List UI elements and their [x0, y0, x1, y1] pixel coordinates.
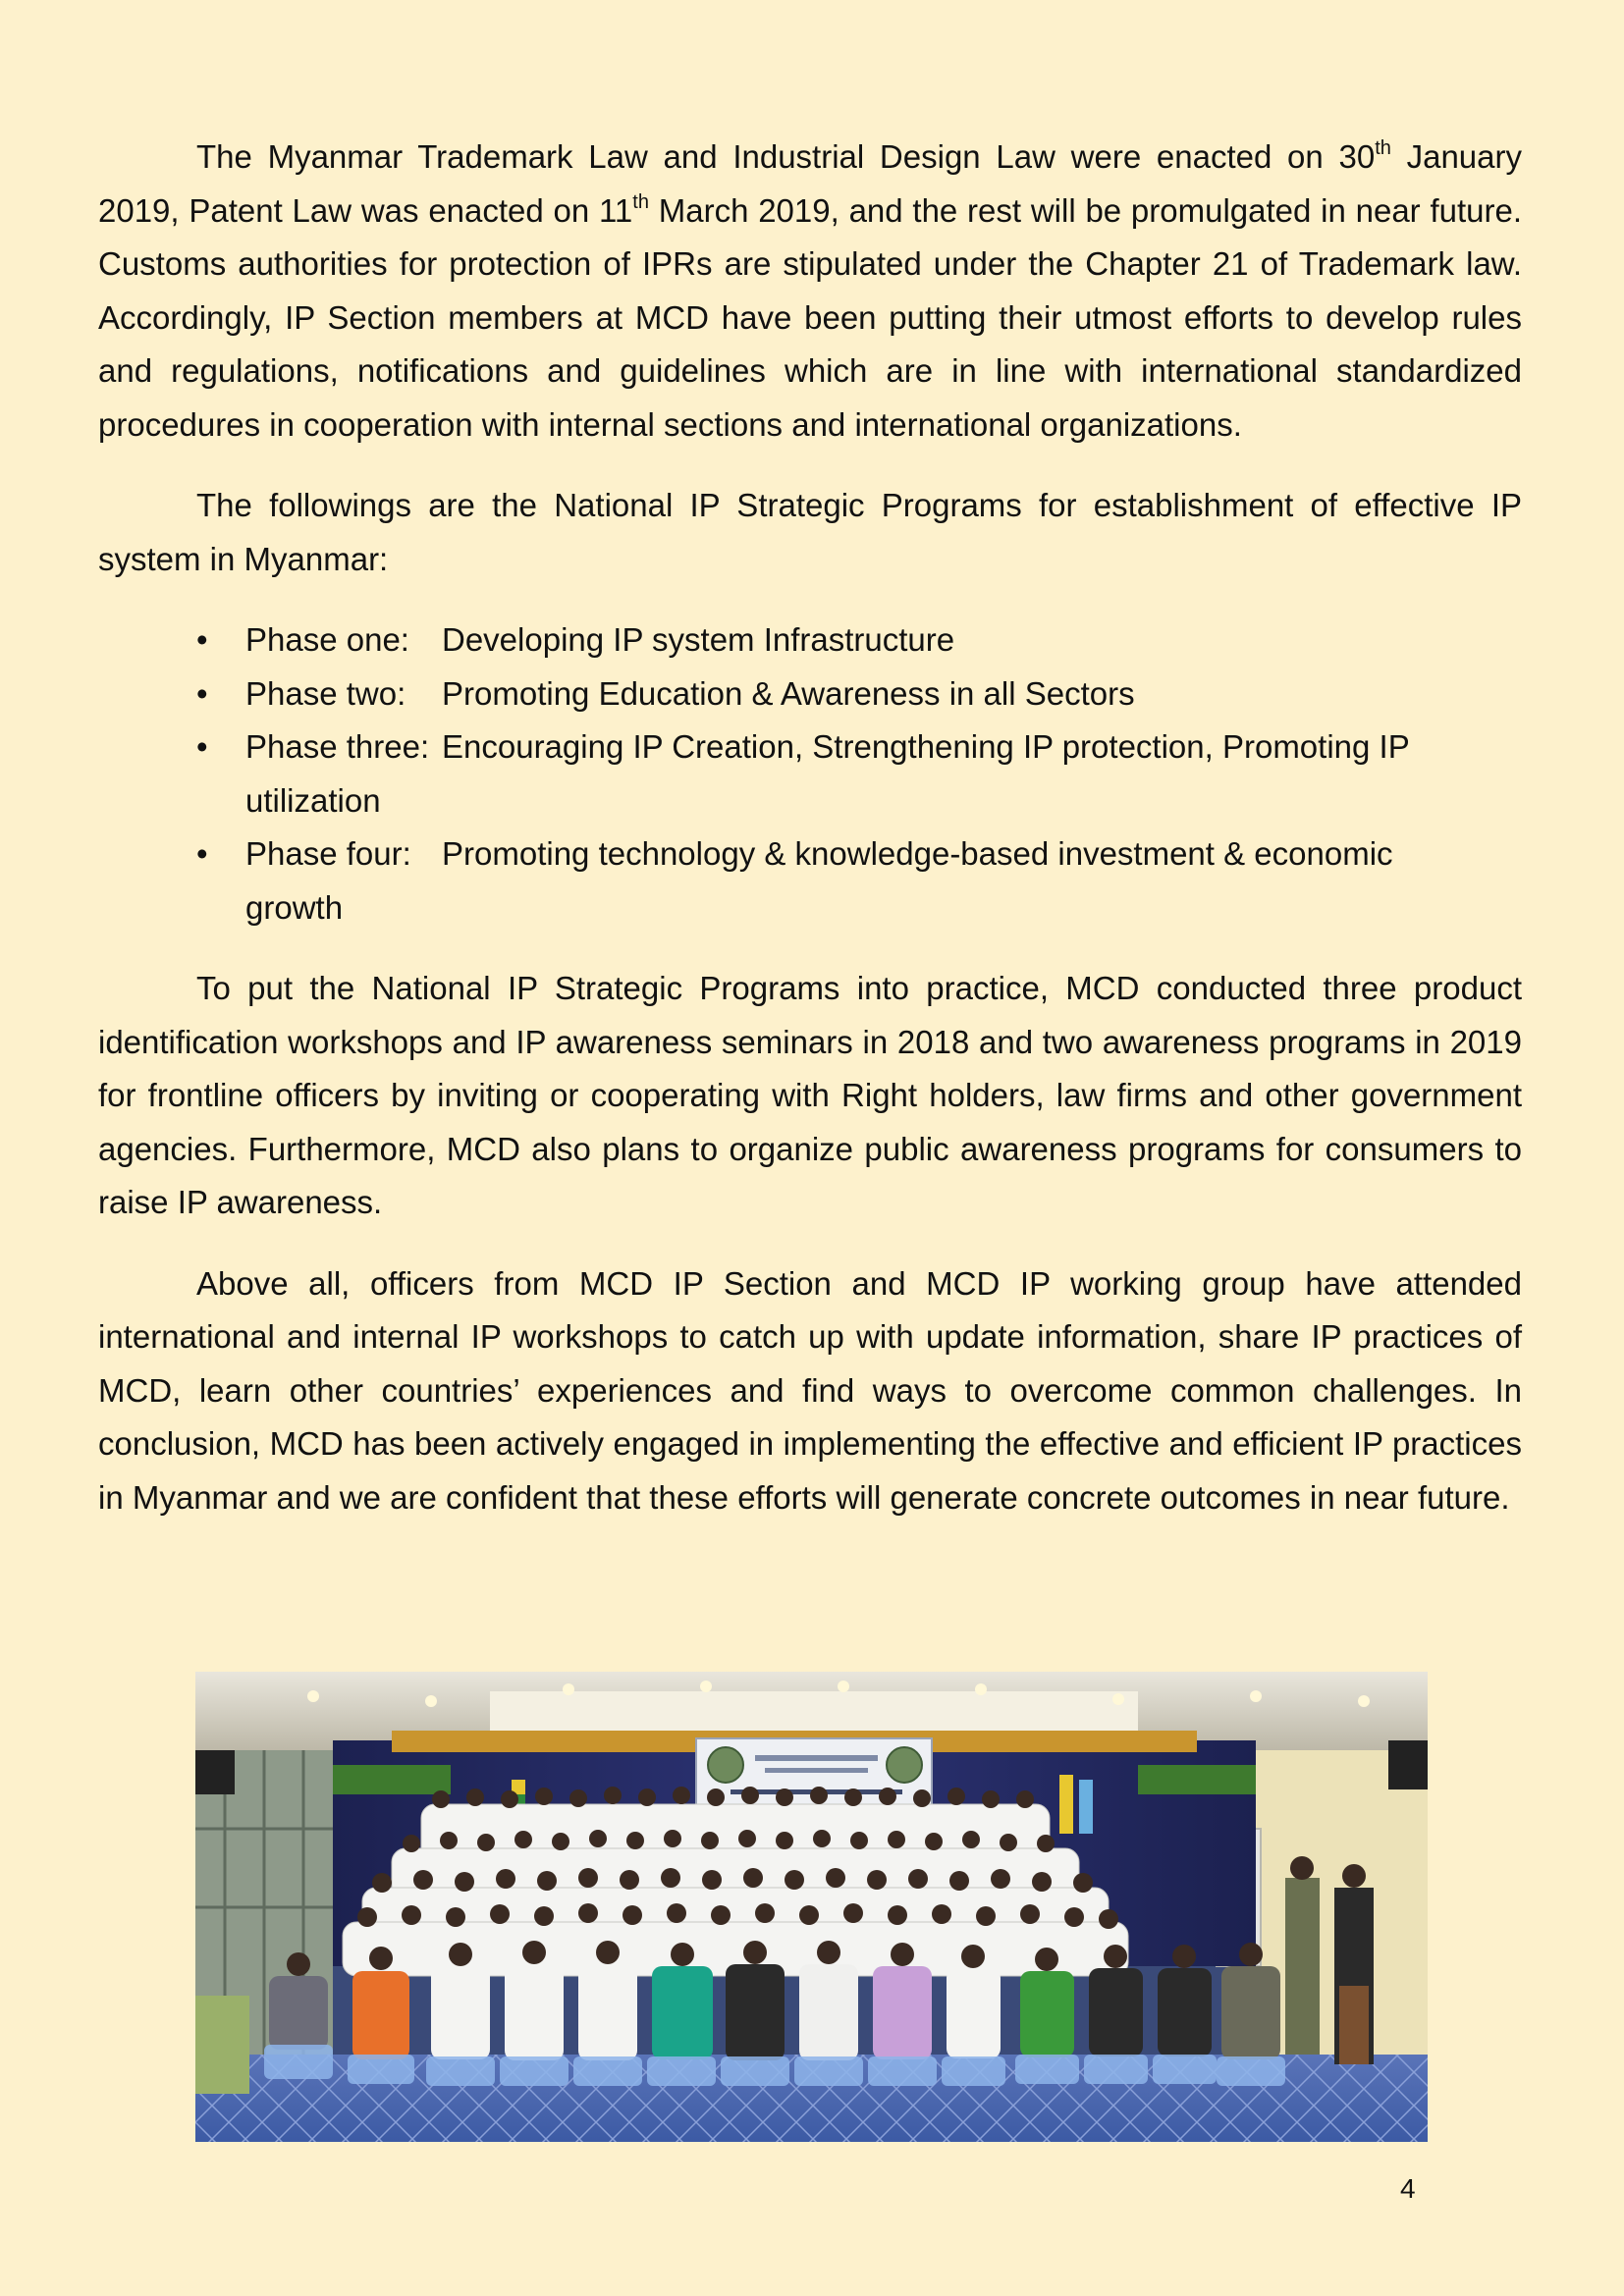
phase-label: Phase three: — [245, 728, 430, 765]
bullet-icon: • — [196, 835, 208, 872]
bullet-icon: • — [196, 728, 208, 765]
list-item — [196, 667, 1522, 721]
ordinal-suffix: th — [632, 190, 649, 213]
paragraph-text: The Myanmar Trademark Law and Industrial Design Law were enacted on 30 — [196, 138, 1376, 175]
bullet-icon: • — [196, 674, 208, 712]
paragraph-programs-practice: To put the National IP Strategic Programs into practice, MCD conducted three product identification workshops and IP awareness seminars in 2018 and two awareness programs in 2019 for frontline officers by inviting or cooperating with Right holders, law firms and other government agencies. Furthermore, MCD also plans to organize public awareness programs for consumers to raise IP awareness. — [98, 970, 1522, 1220]
phase-list — [98, 614, 1522, 934]
group-photo — [195, 1672, 1428, 2142]
paragraph-strategic-programs-intro: The followings are the National IP Strategic Programs for establishment of effective IP system in Myanmar: — [98, 487, 1522, 577]
paragraph-text: March 2019, and the rest will be promulgated in near future. Customs authorities for protection of IPRs are stipulated under the Chapter 21 of Trademark law. Accordingly, IP Section members at MCD have been putting their utmost efforts to develop rules and regulations, notifications and guidelines which are in line with international standardized procedures in cooperation with internal sections and international organizations. — [98, 191, 1522, 443]
paragraph-laws-enacted — [98, 131, 1522, 452]
document-body — [98, 131, 1522, 1524]
list-item — [196, 614, 1522, 667]
phase-description: Developing IP system Infrastructure — [442, 621, 955, 658]
phase-label: Phase four: — [245, 835, 411, 872]
phase-description: Encouraging IP Creation, Strengthening IP protection, Promoting IP — [442, 728, 1410, 765]
phase-description: Promoting Education & Awareness in all Sectors — [442, 674, 1135, 712]
phase-label: Phase two: — [245, 674, 406, 712]
list-item — [196, 721, 1522, 828]
group-photo-illustration — [195, 1672, 1428, 2142]
page-number: 4 — [1400, 2173, 1416, 2204]
phase-description-continued: utilization — [245, 781, 381, 819]
phase-description-continued: growth — [245, 888, 344, 926]
list-item — [196, 828, 1522, 934]
paragraph-text: January 2019, Patent Law was enacted on 11 — [98, 138, 1522, 229]
ordinal-suffix: th — [1375, 137, 1391, 159]
phase-description: Promoting technology & knowledge-based investment & economic — [442, 835, 1393, 872]
phase-label: Phase one: — [245, 621, 409, 658]
bullet-icon: • — [196, 621, 208, 658]
paragraph-conclusion: Above all, officers from MCD IP Section and MCD IP working group have attended international and internal IP workshops to catch up with update information, share IP practices of MCD, learn other countries’ experiences and find ways to overcome common challenges. In conclusion, MCD has been actively engaged in implementing the effective and efficient IP practices in Myanmar and we are confident that these efforts will generate concrete outcomes in near future. — [98, 1264, 1522, 1516]
